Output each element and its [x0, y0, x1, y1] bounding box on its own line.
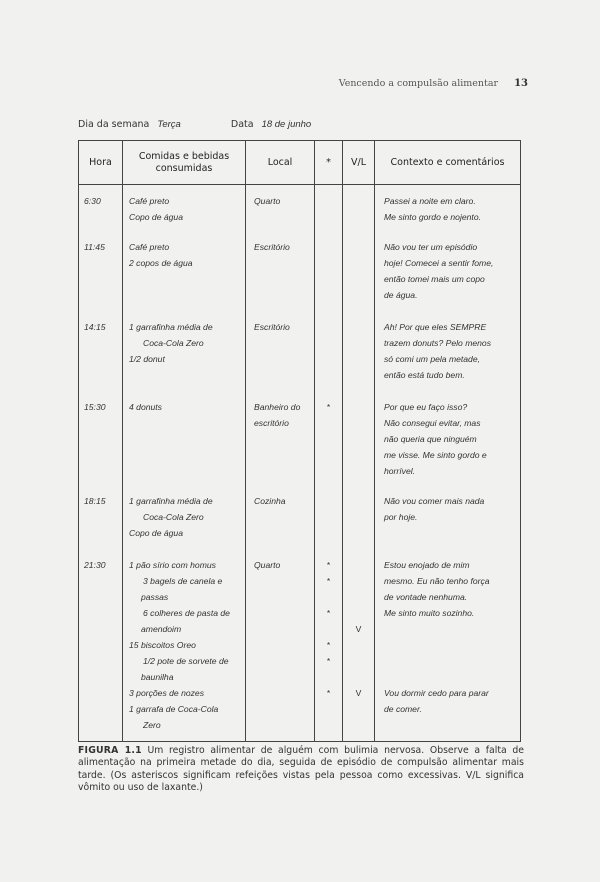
- food-line: 1/2 pote de sorvete de: [143, 656, 229, 666]
- food-line: 4 donuts: [129, 402, 162, 412]
- header-food: Comidas e bebidas consumidas: [123, 141, 246, 185]
- location-line: Escritório: [254, 242, 290, 252]
- header-context: Contexto e comentários: [375, 141, 521, 185]
- context-line: hoje! Comecei a sentir fome,: [384, 258, 494, 268]
- vl-mark: [343, 589, 374, 605]
- context-line: então tomei mais um copo: [384, 274, 485, 284]
- excessive-mark: [315, 701, 342, 717]
- excessive-mark: [315, 717, 342, 733]
- context-line: Me sinto muito sozinho.: [384, 608, 475, 618]
- context-line: [384, 637, 516, 653]
- date-label: Data: [230, 119, 254, 130]
- entry-food: [123, 399, 245, 415]
- vl-mark: [343, 637, 374, 653]
- header-hora: Hora: [79, 141, 123, 185]
- entry-food: [123, 493, 245, 541]
- entry-context: [375, 193, 520, 225]
- excessive-mark: *: [326, 560, 331, 570]
- entry-time: [79, 239, 122, 255]
- time-value: 11:45: [84, 242, 105, 252]
- vl-mark: [343, 669, 374, 685]
- food-line: amendoim: [141, 624, 182, 634]
- food-line: 2 copos de água: [129, 258, 193, 268]
- food-line: Copo de água: [129, 528, 183, 538]
- food-line: baunilha: [141, 672, 174, 682]
- food-line: 3 bagels de canela e: [143, 576, 223, 586]
- entry-vl-marks: [343, 557, 374, 733]
- running-head-title: Vencendo a compulsão alimentar: [338, 78, 499, 89]
- location-line: Cozinha: [254, 496, 286, 506]
- column-hora: [79, 185, 123, 742]
- location-line: Escritório: [254, 322, 290, 332]
- entry-time: [79, 493, 122, 509]
- log-meta: [78, 119, 311, 130]
- context-line: me visse. Me sinto gordo e: [384, 450, 487, 460]
- food-line: 1 pão sírio com homus: [129, 560, 216, 570]
- excessive-mark: *: [326, 608, 331, 618]
- day-label: Dia da semana: [78, 119, 150, 130]
- header-star: *: [315, 141, 343, 185]
- column-context: [375, 185, 521, 742]
- column-star: [315, 185, 343, 742]
- entry-food: [123, 193, 245, 225]
- time-value: 14:15: [84, 322, 106, 332]
- date-value: 18 de junho: [261, 119, 312, 130]
- excessive-mark: [315, 669, 342, 685]
- entry-time: [79, 319, 122, 335]
- food-line: 15 biscoitos Oreo: [129, 640, 196, 650]
- context-line: por hoje.: [384, 512, 418, 522]
- entry-context: [375, 493, 520, 525]
- vl-mark: [343, 653, 374, 669]
- entry-excessive-marks: [315, 399, 342, 415]
- entry-time: [79, 399, 122, 415]
- vl-mark: [343, 573, 374, 589]
- food-line: 1 garrafinha média de: [129, 322, 213, 332]
- time-value: 21:30: [84, 560, 106, 570]
- vl-mark: [343, 701, 374, 717]
- context-line: [384, 621, 516, 637]
- entry-time: [79, 557, 122, 573]
- entry-food: [123, 239, 245, 271]
- vl-mark: V: [355, 624, 362, 634]
- vl-mark: [343, 605, 374, 621]
- excessive-mark: *: [326, 656, 331, 666]
- context-line: [384, 669, 516, 685]
- time-value: 18:15: [84, 496, 106, 506]
- entry-time: [79, 193, 122, 209]
- location-line: Quarto: [254, 196, 281, 206]
- food-line: Café preto: [129, 242, 170, 252]
- location-line: Banheiro do: [254, 402, 301, 412]
- context-line: Passei a noite em claro.: [384, 196, 476, 206]
- food-line: passas: [141, 592, 169, 602]
- context-line: trazem donuts? Pelo menos: [384, 338, 492, 348]
- context-line: Não consegui evitar, mas: [384, 418, 481, 428]
- excessive-mark: [315, 589, 342, 605]
- column-food: [123, 185, 246, 742]
- context-line: mesmo. Eu não tenho força: [384, 576, 490, 586]
- figure-caption: [78, 745, 524, 794]
- context-line: só comi um pela metade,: [384, 354, 481, 364]
- entry-location: [246, 193, 314, 209]
- food-line: 1/2 donut: [129, 354, 165, 364]
- context-line: Não vou comer mais nada: [384, 496, 485, 506]
- excessive-mark: [315, 621, 342, 637]
- location-line: escritório: [254, 418, 289, 428]
- context-line: Ah! Por que eles SEMPRE: [384, 322, 487, 332]
- entry-location: [246, 493, 314, 509]
- column-local: [246, 185, 315, 742]
- entry-location: [246, 239, 314, 255]
- context-line: Estou enojado de mim: [384, 560, 470, 570]
- entry-context: [375, 319, 520, 383]
- entry-location: [246, 557, 314, 573]
- food-line: Coca-Cola Zero: [143, 338, 204, 348]
- context-line: [384, 653, 516, 669]
- food-line: 6 colheres de pasta de: [143, 608, 230, 618]
- vl-mark: [343, 557, 374, 573]
- figure-caption-text: Um registro alimentar de alguém com bulimia nervosa. Observe a falta de alimentação na primeira metade do dia, seguida de episódio de compulsão alimentar mais tarde. (Os asteriscos significam refeições vistas pela pessoa como excessivas. V/L significa vômito ou uso de laxante.): [78, 745, 524, 793]
- context-line: então está tudo bem.: [384, 370, 465, 380]
- entry-food: [123, 319, 245, 367]
- entry-location: [246, 319, 314, 335]
- context-line: de vontade nenhuma.: [384, 592, 468, 602]
- entry-food: [123, 557, 245, 733]
- location-line: Quarto: [254, 560, 281, 570]
- context-line: horrível.: [384, 466, 416, 476]
- header-local: Local: [246, 141, 315, 185]
- context-line: de água.: [384, 290, 418, 300]
- food-line: Café preto: [129, 196, 170, 206]
- context-line: de comer.: [384, 704, 422, 714]
- excessive-mark: *: [326, 402, 331, 412]
- time-value: 6:30: [84, 196, 101, 206]
- context-line: Me sinto gordo e nojento.: [384, 212, 481, 222]
- food-line: Copo de água: [129, 212, 183, 222]
- food-line: 3 porções de nozes: [129, 688, 205, 698]
- entry-excessive-marks: [315, 557, 342, 733]
- page-number: 13: [514, 78, 528, 89]
- food-log-table: [78, 140, 521, 742]
- vl-mark: [343, 717, 374, 733]
- food-line: Coca-Cola Zero: [143, 512, 204, 522]
- food-line: 1 garrafinha média de: [129, 496, 213, 506]
- time-value: 15:30: [84, 402, 106, 412]
- table-body-row: [79, 185, 521, 742]
- food-line: Zero: [143, 720, 161, 730]
- excessive-mark: *: [326, 688, 331, 698]
- entry-context: [375, 557, 520, 717]
- context-line: Não vou ter um episódio: [384, 242, 478, 252]
- entry-context: [375, 399, 520, 479]
- context-line: Vou dormir cedo para parar: [384, 688, 489, 698]
- excessive-mark: *: [326, 640, 331, 650]
- column-vl: [343, 185, 375, 742]
- excessive-mark: *: [326, 576, 331, 586]
- food-line: 1 garrafa de Coca-Cola: [129, 704, 219, 714]
- day-value: Terça: [157, 119, 181, 130]
- table-header-row: [79, 141, 521, 185]
- entry-location: [246, 399, 314, 431]
- context-line: não queria que ninguém: [384, 434, 477, 444]
- context-line: Por que eu faço isso?: [384, 402, 468, 412]
- vl-mark: V: [355, 688, 362, 698]
- entry-context: [375, 239, 520, 303]
- running-head: [0, 78, 528, 89]
- header-vl: V/L: [343, 141, 375, 185]
- figure-label: FIGURA 1.1: [78, 745, 142, 756]
